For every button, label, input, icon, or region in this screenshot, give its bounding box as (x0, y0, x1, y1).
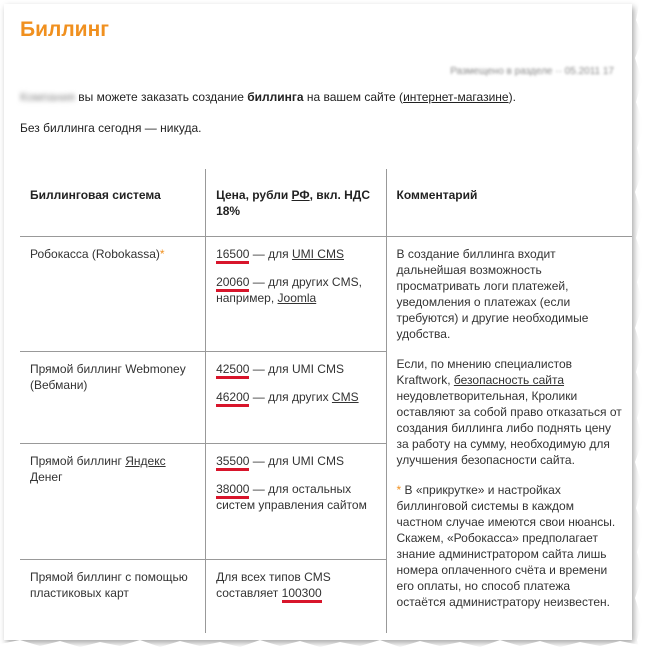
blurred-company-name: Компания (20, 90, 75, 104)
price-cell (206, 444, 386, 559)
cms-link[interactable]: CMS (331, 390, 359, 405)
table-header-row (20, 169, 632, 237)
billing-table (20, 169, 632, 633)
torn-edge-bottom (0, 638, 650, 650)
comment-paragraph-3: * В «прикрутке» и настройках биллинговой системы в каждом частном случае имеются свои нюансы. Скажем, «Робокасса» предполагает знание администратором сайта лишь номера оплаченного счёта и времени его оплаты, но способ платежа остаётся администратору неизвестен. (396, 483, 616, 609)
comment-paragraph-1: В создание биллинга входит дальнейшая возможность просматривать логи платежей, уведомления о платежах (если требуются) и другие необходимые удобства. (396, 247, 589, 341)
page-title: Биллинг (20, 18, 110, 41)
price-value: 42500 (216, 362, 249, 379)
price-line: Для всех типов CMS составляет 100300 (216, 569, 375, 601)
header-comment: Комментарий (396, 188, 478, 202)
intro-paragraph: Компания вы можете заказать создание биллинга на вашем сайте (интернет-магазине). (20, 90, 516, 104)
price-value: 20060 (216, 275, 249, 292)
joomla-link[interactable]: Joomla (277, 291, 317, 305)
price-line: 46200 — для других CMS (216, 389, 375, 405)
price-line: 42500 — для UMI CMS (216, 361, 375, 377)
price-cell (206, 559, 386, 633)
yandex-link[interactable]: Яндекс (125, 454, 166, 469)
note-line: Без биллинга сегодня — никуда. (20, 121, 202, 135)
price-cell (206, 352, 386, 444)
price-value: 38000 (216, 482, 249, 499)
price-line: 20060 — для других CMS, например, Joomla (216, 275, 362, 305)
table-row (20, 237, 632, 352)
comment-cell (386, 237, 632, 634)
page-sheet (4, 4, 632, 640)
system-cards: Прямой биллинг с помощью пластиковых карт (20, 559, 206, 633)
torn-edge-right (632, 0, 650, 650)
price-line: 16500 — для UMI CMS (216, 246, 375, 262)
umi-cms-link[interactable]: UMI CMS (291, 247, 344, 261)
price-cell (206, 237, 386, 352)
comment-paragraph-2: Если, по мнению специалистов Kraftwork, безопасность сайта неудовлетворительная, Кролики оставляют за собой право отказаться от создания биллинга либо поднять цену за работу на сумму, необходимую для улучшения безопасности сайта. (396, 357, 622, 467)
system-yandex: Прямой биллинг Яндекс Денег (20, 444, 206, 559)
price-value: 16500 (216, 247, 249, 264)
internet-shop-link[interactable]: интернет-магазине (403, 90, 509, 104)
header-price: Цена, рубли РФ, вкл. НДС 18% (206, 169, 386, 237)
site-security-link[interactable]: безопасность сайта (453, 373, 565, 387)
post-meta: Размещено в разделе ·· 05.2011 17 (450, 66, 614, 77)
system-robokassa: Робокасса (Robokassa)* (20, 237, 206, 352)
price-value: 35500 (216, 454, 249, 471)
system-webmoney: Прямой биллинг Webmoney (Вебмани) (20, 352, 206, 444)
price-line: 35500 — для UMI CMS (216, 453, 375, 469)
header-system: Биллинговая система (30, 188, 161, 202)
price-value: 100300 (282, 586, 322, 603)
price-value: 46200 (216, 390, 249, 407)
rf-link[interactable]: РФ (291, 188, 310, 202)
price-line: 38000 — для остальных систем управления сайтом (216, 482, 367, 513)
